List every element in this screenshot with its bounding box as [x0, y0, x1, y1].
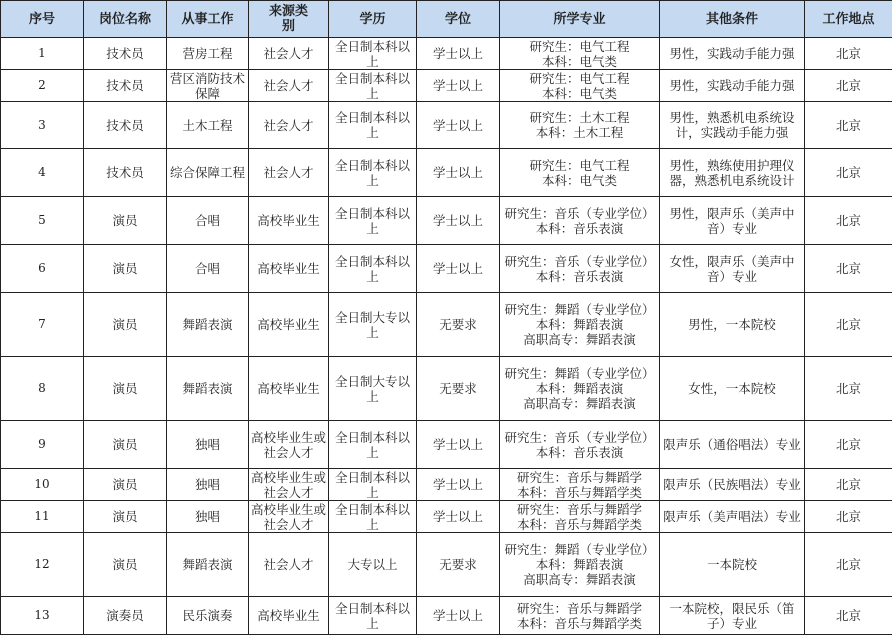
row-education-text: 全日制本科以上 — [334, 70, 410, 101]
row-position — [84, 597, 167, 635]
row-conditions — [660, 533, 805, 597]
header-source — [249, 1, 329, 38]
row-position-text: 演员 — [112, 477, 138, 492]
row-major — [500, 597, 660, 635]
row-location — [805, 597, 892, 635]
row-source — [249, 70, 329, 102]
row-education-text: 全日制本科以上 — [334, 205, 410, 236]
row-location — [805, 421, 892, 469]
row-degree-text: 学士以上 — [432, 117, 483, 133]
row-no-text: 12 — [34, 557, 50, 571]
major-line: 本科：电气类 — [541, 53, 617, 69]
row-position — [84, 102, 167, 149]
header-position: 岗位名称 — [84, 1, 167, 38]
row-position — [84, 293, 167, 357]
major-line: 研究生：音乐（专业学位） — [504, 429, 655, 445]
row-conditions — [660, 149, 805, 197]
row-major — [500, 197, 660, 245]
row-no-text: 5 — [38, 213, 46, 227]
row-source — [249, 597, 329, 635]
row-work — [167, 469, 249, 501]
major-line: 本科：音乐与舞蹈学类 — [516, 615, 642, 631]
table-row — [1, 245, 892, 293]
row-work-text: 独唱 — [194, 477, 220, 492]
major-line: 研究生：音乐（专业学位） — [504, 205, 655, 221]
row-degree — [417, 501, 500, 533]
row-position-text: 演员 — [112, 317, 138, 332]
row-conditions — [660, 357, 805, 421]
row-degree-text: 学士以上 — [432, 509, 483, 524]
row-location-text: 北京 — [835, 557, 861, 572]
row-degree-text: 学士以上 — [432, 261, 483, 276]
major-line: 研究生：电气工程 — [529, 70, 630, 86]
row-source-text: 社会人才 — [263, 557, 314, 572]
row-conditions-text: 一本院校，限民乐（笛子）专业 — [669, 600, 795, 631]
major-line: 本科：土木工程 — [535, 125, 624, 140]
row-source — [249, 102, 329, 149]
row-major — [500, 70, 660, 102]
row-no — [1, 533, 84, 597]
row-no — [1, 293, 84, 357]
row-major — [500, 421, 660, 469]
row-education-text: 全日制本科以上 — [334, 110, 410, 140]
major-line: 研究生：舞蹈（专业学位） — [504, 542, 655, 557]
row-source-text: 高校毕业生或社会人才 — [251, 501, 326, 532]
row-location-text: 北京 — [835, 509, 861, 524]
row-work-text: 舞蹈表演 — [182, 557, 233, 572]
row-source-text: 社会人才 — [263, 117, 314, 133]
row-degree-text: 无要求 — [439, 317, 477, 332]
row-work — [167, 102, 249, 149]
row-no — [1, 102, 84, 149]
header-row — [1, 1, 892, 38]
row-work-text: 综合保障工程 — [169, 165, 245, 180]
header-education: 学历 — [329, 1, 417, 38]
row-location-text: 北京 — [835, 46, 861, 61]
row-conditions — [660, 102, 805, 149]
row-no-text: 8 — [38, 381, 46, 395]
row-conditions — [660, 38, 805, 70]
row-major — [500, 501, 660, 533]
row-position — [84, 38, 167, 70]
header-work: 从事工作 — [167, 1, 249, 38]
row-position — [84, 197, 167, 245]
row-no-text: 1 — [38, 46, 46, 60]
row-location — [805, 245, 892, 293]
row-no — [1, 38, 84, 70]
major-line: 高职高专：舞蹈表演 — [523, 572, 636, 587]
row-source-text: 高校毕业生 — [257, 261, 320, 276]
row-no — [1, 245, 84, 293]
row-work — [167, 38, 249, 70]
row-education — [329, 469, 417, 501]
row-position-text: 演员 — [112, 437, 138, 452]
major-line: 本科：电气类 — [541, 172, 617, 188]
table-row — [1, 70, 892, 102]
row-degree-text: 学士以上 — [432, 608, 483, 623]
row-source — [249, 197, 329, 245]
row-source-text: 社会人才 — [263, 165, 314, 180]
row-location — [805, 102, 892, 149]
table-row — [1, 357, 892, 421]
row-source — [249, 38, 329, 70]
row-location-text: 北京 — [835, 117, 861, 133]
major-line: 研究生：音乐（专业学位） — [504, 253, 655, 269]
row-location-text: 北京 — [835, 381, 861, 396]
row-source — [249, 421, 329, 469]
row-no — [1, 597, 84, 635]
row-work-text: 土木工程 — [182, 117, 233, 133]
row-position — [84, 421, 167, 469]
major-line: 本科：音乐与舞蹈学类 — [516, 516, 642, 532]
row-source-text: 高校毕业生 — [257, 608, 320, 623]
row-education-text: 全日制本科以上 — [334, 429, 410, 460]
row-conditions — [660, 421, 805, 469]
row-no-text: 2 — [38, 78, 46, 92]
row-major — [500, 245, 660, 293]
major-line: 研究生：舞蹈（专业学位） — [504, 366, 655, 381]
row-degree-text: 学士以上 — [432, 213, 483, 228]
row-work-text: 独唱 — [194, 437, 220, 452]
major-line: 研究生：音乐与舞蹈学 — [516, 600, 642, 616]
major-line: 研究生：音乐与舞蹈学 — [516, 469, 642, 485]
row-no-text: 4 — [38, 165, 46, 179]
row-degree-text: 学士以上 — [432, 477, 483, 492]
row-position-text: 技术员 — [106, 165, 144, 180]
row-source-text: 高校毕业生 — [257, 213, 320, 228]
row-no-text: 11 — [34, 509, 50, 523]
row-work — [167, 533, 249, 597]
table-row — [1, 469, 892, 501]
row-major — [500, 293, 660, 357]
row-position-text: 技术员 — [106, 46, 144, 61]
row-work-text: 民乐演奏 — [182, 608, 233, 623]
row-source — [249, 149, 329, 197]
row-education-text: 全日制本科以上 — [334, 253, 410, 284]
row-work — [167, 597, 249, 635]
row-conditions — [660, 70, 805, 102]
row-degree — [417, 102, 500, 149]
row-degree — [417, 421, 500, 469]
row-education-text: 全日制本科以上 — [334, 157, 410, 188]
row-conditions-text: 男性，熟悉机电系统设计，实践动手能力强 — [669, 110, 795, 140]
row-education — [329, 533, 417, 597]
row-position-text: 演员 — [112, 381, 138, 396]
row-conditions-text: 男性，实践动手能力强 — [669, 46, 795, 61]
row-location — [805, 293, 892, 357]
row-work — [167, 197, 249, 245]
row-position-text: 演员 — [112, 213, 138, 228]
row-conditions-text: 一本院校 — [706, 557, 757, 572]
row-work-text: 营区消防技术保障 — [169, 70, 245, 101]
row-no — [1, 357, 84, 421]
row-work — [167, 357, 249, 421]
row-position — [84, 357, 167, 421]
row-no-text: 9 — [38, 437, 46, 451]
major-line: 高职高专：舞蹈表演 — [523, 396, 636, 411]
row-degree — [417, 597, 500, 635]
row-degree — [417, 38, 500, 70]
header-source-label: 来源类别 — [268, 4, 308, 34]
row-education-text: 全日制大专以上 — [334, 373, 410, 404]
row-position-text: 技术员 — [106, 117, 144, 133]
row-conditions-text: 女性，限声乐（美声中音）专业 — [669, 253, 795, 284]
row-conditions-text: 限声乐（通俗唱法）专业 — [663, 437, 801, 452]
row-major — [500, 149, 660, 197]
row-source-text: 高校毕业生或社会人才 — [251, 429, 326, 460]
row-major — [500, 357, 660, 421]
header-degree: 学位 — [417, 1, 500, 38]
header-conditions: 其他条件 — [660, 1, 805, 38]
row-source-text: 社会人才 — [263, 78, 314, 93]
row-education — [329, 38, 417, 70]
row-position — [84, 469, 167, 501]
row-source-text: 高校毕业生或社会人才 — [251, 469, 326, 500]
row-major — [500, 38, 660, 70]
major-line: 本科：音乐表演 — [535, 444, 624, 460]
table-row — [1, 38, 892, 70]
table-row — [1, 421, 892, 469]
row-education — [329, 70, 417, 102]
row-conditions-text: 男性，一本院校 — [688, 317, 776, 332]
major-line: 本科：舞蹈表演 — [535, 317, 624, 332]
row-source-text: 高校毕业生 — [257, 381, 320, 396]
row-position-text: 演奏员 — [106, 608, 144, 623]
row-work-text: 独唱 — [194, 509, 220, 524]
row-education-text: 大专以上 — [347, 557, 398, 572]
row-position — [84, 149, 167, 197]
row-degree-text: 无要求 — [439, 557, 477, 572]
major-line: 本科：电气类 — [541, 85, 617, 101]
row-source — [249, 469, 329, 501]
major-line: 研究生：音乐与舞蹈学 — [516, 501, 642, 517]
major-line: 本科：音乐与舞蹈学类 — [516, 484, 642, 500]
row-conditions-text: 男性，熟练使用护理仪器，熟悉机电系统设计 — [669, 157, 795, 188]
row-location — [805, 357, 892, 421]
row-location-text: 北京 — [835, 437, 861, 452]
row-location-text: 北京 — [835, 317, 861, 332]
row-position — [84, 70, 167, 102]
row-education — [329, 149, 417, 197]
row-major — [500, 533, 660, 597]
row-degree — [417, 533, 500, 597]
row-education — [329, 102, 417, 149]
row-work-text: 舞蹈表演 — [182, 381, 233, 396]
row-degree-text: 无要求 — [439, 381, 477, 396]
row-degree-text: 学士以上 — [432, 78, 483, 93]
row-location-text: 北京 — [835, 213, 861, 228]
row-position — [84, 245, 167, 293]
row-degree-text: 学士以上 — [432, 165, 483, 180]
row-position-text: 技术员 — [106, 78, 144, 93]
row-position-text: 演员 — [112, 557, 138, 572]
row-work — [167, 501, 249, 533]
row-degree-text: 学士以上 — [432, 437, 483, 452]
table-row — [1, 533, 892, 597]
row-education — [329, 293, 417, 357]
major-line: 高职高专：舞蹈表演 — [523, 332, 636, 347]
row-degree — [417, 245, 500, 293]
row-conditions — [660, 469, 805, 501]
row-education-text: 全日制本科以上 — [334, 501, 410, 532]
major-line: 本科：舞蹈表演 — [535, 557, 624, 572]
header-no: 序号 — [1, 1, 84, 38]
row-degree — [417, 293, 500, 357]
row-location — [805, 70, 892, 102]
row-location-text: 北京 — [835, 477, 861, 492]
row-source — [249, 533, 329, 597]
header-location: 工作地点 — [805, 1, 892, 38]
row-work-text: 营房工程 — [182, 46, 233, 61]
row-degree-text: 学士以上 — [432, 46, 483, 61]
row-degree — [417, 197, 500, 245]
row-position — [84, 501, 167, 533]
row-source-text: 高校毕业生 — [257, 317, 320, 332]
row-position-text: 演员 — [112, 509, 138, 524]
row-location — [805, 197, 892, 245]
row-conditions-text: 限声乐（美声唱法）专业 — [663, 509, 801, 524]
row-education-text: 全日制本科以上 — [334, 38, 410, 69]
row-education — [329, 245, 417, 293]
row-source — [249, 245, 329, 293]
row-no-text: 3 — [38, 117, 46, 132]
row-no-text: 13 — [34, 608, 50, 622]
row-position — [84, 533, 167, 597]
row-location — [805, 533, 892, 597]
row-education — [329, 597, 417, 635]
header-major: 所学专业 — [500, 1, 660, 38]
row-work — [167, 293, 249, 357]
row-no — [1, 149, 84, 197]
row-location-text: 北京 — [835, 608, 861, 623]
row-major — [500, 469, 660, 501]
major-line: 研究生：舞蹈（专业学位） — [504, 302, 655, 317]
row-location — [805, 38, 892, 70]
major-line: 本科：音乐表演 — [535, 220, 624, 236]
row-no — [1, 197, 84, 245]
major-line: 研究生：土木工程 — [529, 110, 630, 125]
table-row — [1, 197, 892, 245]
row-work — [167, 421, 249, 469]
row-conditions — [660, 597, 805, 635]
major-line: 本科：舞蹈表演 — [535, 381, 624, 396]
row-major — [500, 102, 660, 149]
table-row — [1, 149, 892, 197]
row-source — [249, 357, 329, 421]
row-location-text: 北京 — [835, 165, 861, 180]
row-work-text: 合唱 — [194, 213, 220, 228]
row-no — [1, 469, 84, 501]
row-location-text: 北京 — [835, 261, 861, 276]
row-education — [329, 357, 417, 421]
row-education-text: 全日制本科以上 — [334, 600, 410, 631]
row-work-text: 合唱 — [194, 261, 220, 276]
row-degree — [417, 70, 500, 102]
row-degree — [417, 149, 500, 197]
row-no — [1, 421, 84, 469]
major-line: 本科：音乐表演 — [535, 268, 624, 284]
row-work-text: 舞蹈表演 — [182, 317, 233, 332]
row-source-text: 社会人才 — [263, 46, 314, 61]
row-conditions-text: 女性，一本院校 — [688, 381, 776, 396]
row-conditions — [660, 293, 805, 357]
row-work — [167, 245, 249, 293]
row-degree — [417, 469, 500, 501]
row-position-text: 演员 — [112, 261, 138, 276]
row-work — [167, 149, 249, 197]
row-source — [249, 293, 329, 357]
table-row — [1, 597, 892, 635]
row-conditions — [660, 501, 805, 533]
row-education — [329, 421, 417, 469]
row-education-text: 全日制本科以上 — [334, 469, 410, 500]
row-conditions — [660, 197, 805, 245]
row-conditions — [660, 245, 805, 293]
row-conditions-text: 男性，限声乐（美声中音）专业 — [669, 205, 795, 236]
table-row — [1, 501, 892, 533]
row-no-text: 6 — [38, 261, 46, 275]
row-location-text: 北京 — [835, 78, 861, 93]
major-line: 研究生：电气工程 — [529, 157, 630, 173]
row-no-text: 7 — [38, 317, 46, 331]
row-location — [805, 469, 892, 501]
row-education-text: 全日制大专以上 — [334, 309, 410, 340]
row-no — [1, 501, 84, 533]
table-row — [1, 102, 892, 149]
major-line: 研究生：电气工程 — [529, 38, 630, 54]
row-work — [167, 70, 249, 102]
row-location — [805, 149, 892, 197]
row-source — [249, 501, 329, 533]
table-row — [1, 293, 892, 357]
row-education — [329, 197, 417, 245]
row-location — [805, 501, 892, 533]
row-conditions-text: 男性，实践动手能力强 — [669, 78, 795, 93]
row-no-text: 10 — [34, 477, 50, 491]
row-education — [329, 501, 417, 533]
row-no — [1, 70, 84, 102]
row-conditions-text: 限声乐（民族唱法）专业 — [663, 477, 801, 492]
row-degree — [417, 357, 500, 421]
